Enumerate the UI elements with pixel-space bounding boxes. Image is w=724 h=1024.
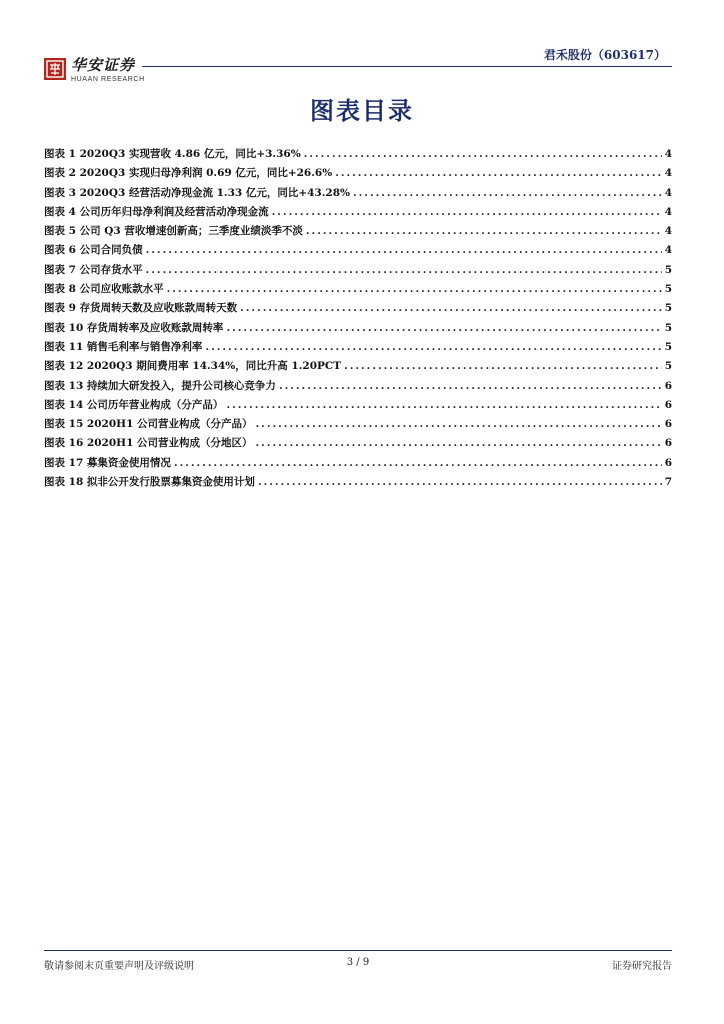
toc-entry-label: 图表 14 公司历年营业构成（分产品） — [44, 398, 224, 411]
toc-entry[interactable] — [44, 242, 672, 261]
toc-entry[interactable] — [44, 223, 672, 242]
toc-entry-page: 4 — [664, 167, 672, 180]
toc-entry-page: 4 — [664, 148, 672, 160]
toc-entry-label: 图表 9 存货周转天数及应收账款周转天数 — [44, 302, 238, 315]
toc-entry[interactable] — [44, 455, 672, 474]
toc-entry[interactable] — [44, 281, 672, 300]
toc-entry-label: 图表 15 2020H1 公司营业构成（分产品） — [44, 418, 253, 431]
toc-leader-dots — [167, 283, 662, 295]
toc-entry-page: 4 — [664, 205, 672, 218]
toc-entry[interactable] — [44, 300, 672, 319]
toc-entry[interactable] — [44, 397, 672, 416]
footer-divider — [44, 950, 672, 951]
toc-leader-dots — [240, 302, 662, 314]
logo-chinese-name: 华安证券 — [71, 56, 136, 74]
toc-entry-label: 图表 1 2020Q3 实现营收 4.86 亿元，同比+3.36% — [44, 148, 301, 160]
footer-disclaimer: 敬请参阅末页重要声明及评级说明 — [44, 961, 194, 972]
toc-leader-dots — [256, 418, 662, 430]
toc-leader-dots — [205, 341, 661, 353]
huaan-seal-icon — [44, 58, 66, 80]
page-number: 3 / 9 — [346, 957, 370, 968]
toc-leader-dots — [174, 457, 662, 469]
toc-entry-page: 5 — [664, 283, 672, 296]
toc-leader-dots — [306, 225, 662, 237]
document-type: 证券研究报告 — [612, 961, 672, 972]
page-footer — [44, 950, 672, 980]
header-divider — [142, 66, 672, 67]
toc-leader-dots — [226, 399, 661, 411]
logo-english-name: HUAAN RESEARCH — [71, 76, 145, 83]
toc-entry[interactable] — [44, 204, 672, 223]
toc-entry[interactable] — [44, 474, 672, 493]
toc-entry-label: 图表 7 公司存货水平 — [44, 263, 143, 276]
toc-entry-label: 图表 6 公司合同负债 — [44, 244, 143, 257]
toc-leader-dots — [258, 476, 662, 488]
toc-entry-label: 图表 10 存货周转率及应收账款周转率 — [44, 321, 224, 334]
toc-entry-label: 图表 8 公司应收账款水平 — [44, 283, 164, 296]
toc-entry-page: 6 — [664, 398, 672, 411]
toc-leader-dots — [146, 244, 662, 256]
toc-entry-label: 图表 16 2020H1 公司营业构成（分地区） — [44, 437, 253, 450]
toc-leader-dots — [353, 187, 662, 199]
toc-entry-label: 图表 18 拟非公开发行股票募集资金使用计划 — [44, 476, 255, 489]
toc-entry[interactable] — [44, 378, 672, 397]
toc-entry[interactable] — [44, 339, 672, 358]
toc-leader-dots — [272, 206, 662, 218]
toc-entry-page: 6 — [664, 437, 672, 450]
toc-entry[interactable] — [44, 416, 672, 435]
toc-leader-dots — [146, 264, 662, 276]
toc-entry-label: 图表 11 销售毛利率与销售净利率 — [44, 340, 203, 353]
toc-entry-page: 5 — [664, 321, 672, 334]
toc-entry-label: 图表 12 2020Q3 期间费用率 14.34%，同比升高 1.20PCT — [44, 360, 342, 373]
toc-entry-page: 7 — [664, 476, 672, 489]
toc-leader-dots — [256, 437, 662, 449]
toc-entry-label: 图表 17 募集资金使用情况 — [44, 456, 171, 469]
toc-entry[interactable] — [44, 435, 672, 454]
toc-entry-page: 4 — [664, 186, 672, 199]
toc-entry[interactable] — [44, 146, 672, 165]
toc-entry-page: 4 — [664, 244, 672, 257]
page-header — [44, 40, 672, 88]
toc-entry-label: 图表 13 持续加大研发投入，提升公司核心竞争力 — [44, 379, 276, 392]
toc-entry-page: 5 — [664, 263, 672, 276]
toc-leader-dots — [226, 322, 661, 334]
toc-leader-dots — [279, 380, 662, 392]
company-logo — [44, 58, 145, 83]
toc-entry[interactable] — [44, 165, 672, 184]
toc-entry-page: 6 — [664, 456, 672, 469]
toc-entry-label: 图表 3 2020Q3 经营活动净现金流 1.33 亿元，同比+43.28% — [44, 186, 350, 199]
toc-entry-page: 4 — [664, 225, 672, 238]
toc-entry-page: 5 — [664, 302, 672, 315]
toc-entry-page: 5 — [664, 360, 672, 373]
toc-entry-label: 图表 4 公司历年归母净利润及经营活动净现金流 — [44, 205, 269, 218]
toc-entry-page: 6 — [664, 418, 672, 431]
toc-entry[interactable] — [44, 262, 672, 281]
page-title: 图表目录 — [310, 96, 414, 125]
toc-leader-dots — [335, 167, 662, 179]
toc-entry[interactable] — [44, 358, 672, 377]
company-name: 君禾股份（603617） — [543, 48, 666, 62]
toc-leader-dots — [304, 148, 662, 160]
figure-index-list — [44, 146, 672, 493]
toc-entry-page: 6 — [664, 379, 672, 392]
toc-entry[interactable] — [44, 320, 672, 339]
toc-entry-label: 图表 5 公司 Q3 营收增速创新高；三季度业绩淡季不淡 — [44, 225, 303, 238]
toc-entry-label: 图表 2 2020Q3 实现归母净利润 0.69 亿元，同比+26.6% — [44, 167, 333, 180]
toc-entry[interactable] — [44, 185, 672, 204]
toc-leader-dots — [344, 360, 662, 372]
toc-entry-page: 5 — [664, 340, 672, 353]
